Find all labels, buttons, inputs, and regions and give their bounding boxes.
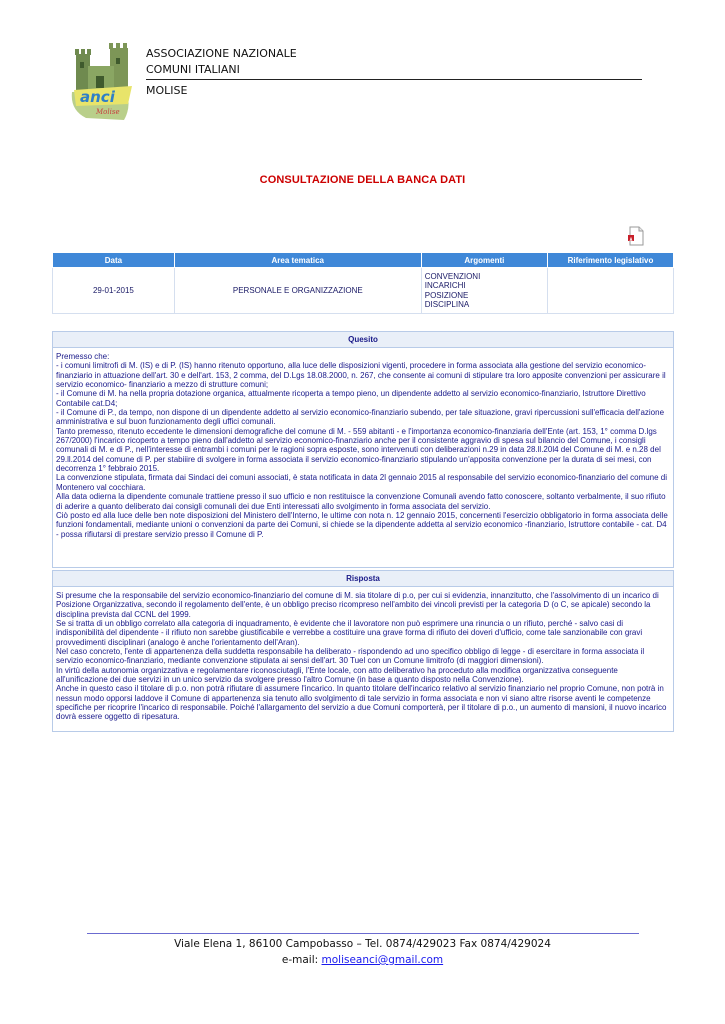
- table-row: [53, 268, 674, 314]
- footer-email-line: [0, 952, 725, 968]
- quesito-paragraph: - il Comune di M. ha nella propria dotazione organica, attualmente ricoperta a tempo pieno, un dipendente addetto al servizio economico-finanziario, Istruttore Direttivo Contabile cat.D4;: [56, 389, 646, 408]
- footer-email-link[interactable]: moliseanci@gmail.com: [321, 954, 444, 966]
- header-data: Data: [53, 253, 175, 268]
- risposta-paragraph: Anche in questo caso il titolare di p.o. non potrà rifiutare di assumere l'incarico. In quanto titolare dell'incarico relativo al servizio finanziario nel proprio Comune, non potrà in nessun modo opporsi laddove il Comune di appartenenza sia tenuto allo svolgimento di tale servizio in forma associata e non vi siano altre risorse aventi le competenze specifiche per ricoprire l'incarico di responsabile. Poiché l'allargamento del servizio a due Comuni comporterà, per il titolare di p.o., un aumento di mansioni, il nuovo incarico dovrà essere oggetto di ripesatura.: [56, 684, 667, 722]
- quesito-paragraph: - i comuni limitrofi di M. (IS) e di P. (IS) hanno ritenuto opportuno, alla luce delle disposizioni vigenti, procedere in forma associata alla gestione del servizio economico-finanziario in attuazione dell'art. 30 e dell'art. 153, 2 comma, del D.Lgs 18.08.2000, n. 267, che consente ai comuni di stipulare tra loro apposite convenzioni per assicurare il servizio economico- finanziario a mezzo di strutture comuni;: [56, 361, 666, 390]
- footer-address: Viale Elena 1, 86100 Campobasso – Tel. 0874/429023 Fax 0874/429024: [174, 938, 551, 950]
- risposta-paragraph: Se si tratta di un obbligo correlato alla categoria di inquadramento, è evidente che il lavoratore non può esprimere una rinuncia o un rifiuto, perché - salvo casi di indisponibilità del dipendente - il rifiuto non sarebbe giustificabile e verrebbe a costituire una grave forma di rifiuto dei doveri d'ufficio, come tale sanzionabile con gravi provvedimenti disciplinari (analogo è anche l'orientamento dell'Aran).: [56, 619, 643, 647]
- cell-area-tematica: PERSONALE E ORGANIZZAZIONE: [174, 268, 421, 314]
- risposta-body: [53, 587, 673, 725]
- quesito-paragraph: Ciò posto ed alla luce delle ben note disposizioni del Ministero dell'Interno, le ultime con nota n. 12 gennaio 2015, concernenti l'esercizio obbligatorio in forma associata delle funzioni fondamentali, mediante unioni o convenzioni da parte dei Comuni, si chiede se la dipendente addetta al servizio economico -finanziario, Istruttore contabile - cat. D4 - possa rifiutarsi di prestare servizio presso il Comune di P.: [56, 510, 668, 539]
- cell-argomenti: [421, 268, 547, 314]
- page-title: CONSULTAZIONE DELLA BANCA DATI: [259, 174, 466, 186]
- quesito-paragraph: Alla data odierna la dipendente comunale trattiene presso il suo ufficio e non restituisce la convenzione Comunali avendo fatto conoscere, soltanto verbalmente, il suo rifiuto di aderire a quanto deliberato dai consigli comunali dei due Enti interessati allo svolgimento in forma associata del servizio.: [56, 492, 666, 511]
- quesito-body: [53, 348, 673, 542]
- metadata-table: [52, 252, 674, 314]
- cell-riferimento-legislativo: [547, 268, 673, 314]
- risposta-paragraph: In virtù della autonomia organizzativa e regolamentare riconosciutagli, l'Ente locale, con atto deliberativo ha proceduto alla modifica organizzativa conseguente all'unificazione dei due servizi in un unico servizio da svolgere presso l'altro Comune (in base a quanto disposto nella Convenzione).: [56, 665, 618, 685]
- argomento-item: POSIZIONE: [424, 290, 469, 300]
- quesito-paragraph: - il Comune di P., da tempo, non dispone di un dipendente addetto al servizio economico-finanziario subendo, per tale situazione, gravi ripercussioni sull'efficacia dell'azione amministrativa e sul buon funzionamento degli uffici comunali.: [56, 408, 665, 427]
- svg-text:Molise: Molise: [96, 108, 120, 116]
- quesito-title: Quesito: [53, 332, 673, 348]
- cell-data: 29-01-2015: [53, 268, 175, 314]
- header-area-tematica: Area tematica: [174, 253, 421, 268]
- header-divider: [146, 79, 642, 80]
- org-name-line3: MOLISE: [146, 84, 188, 97]
- quesito-paragraph: Tanto premesso, ritenuto eccedente le dimensioni demografiche del comune di M. - 559 abitanti - e l'importanza economico-finanziaria dell'Ente (art. 153, 1° comma D.lgs 267/2000) l'incarico ricoperto a tempo pieno dall'addetto al servizio economico-finanziario anche per il consistente aggravio di spesa sul bilancio del Comune, i consigli comunali di M. e di P., nell'interesse di entrambi i comuni per le ragioni sopra esposte, sono intervenuti con deliberazioni n.29 in data 28.ll.20l4 del Comune di M. e n.28 del 29.ll.2014 del comune di P. per stabiiire di svolgere in forma associata il servizio economico-finanziario stipulando un'apposita convenzione per la durata di sei mesi, con decorrenza 1° febbraio 2015.: [56, 426, 661, 474]
- quesito-panel: [52, 331, 674, 568]
- quesito-paragraph: Premesso che:: [56, 352, 110, 361]
- risposta-panel: [52, 570, 674, 732]
- org-name-line2: COMUNI ITALIANI: [146, 63, 240, 76]
- footer: [0, 936, 725, 968]
- quesito-paragraph: La convenzione stipulata, firmata dai Sindaci dei comuni associati, è stata notificata in data 2l gennaio 2015 al responsabile del servizio economico-finanziario del comune di Montenero val cocchiara.: [56, 473, 668, 492]
- argomento-item: DISCIPLINA: [424, 300, 470, 309]
- org-name: [146, 46, 297, 97]
- risposta-paragraph: Si presume che la responsabile del servizio economico-finanziario del comune di M. sia titolare di p.o, per cui si evidenzia, innanzitutto, che l'assolvimento di un incarico di Posizione Organizzativa, secondo il regolamento dell'ente, è un obbligo preciso ricompreso nell'ambito dei vincoli previsti per la categoria D (o C, se apicale) secondo la disciplina prevista dal CCNL del 1999.: [56, 591, 659, 619]
- anci-logo: [66, 40, 144, 122]
- svg-text:anci: anci: [80, 88, 115, 106]
- castle-logo-icon: [66, 40, 144, 122]
- footer-email-label: e-mail:: [281, 954, 322, 966]
- risposta-title: Risposta: [53, 571, 673, 587]
- argomento-item: CONVENZIONI: [424, 271, 481, 281]
- risposta-paragraph: Nel caso concreto, l'ente di appartenenza della suddetta responsabile ha deliberato - rispondendo ad uno specifico obbligo di legge - di esercitare in forma associata il servizio economico-finanziario, mediante convenzione stipulata ai sensi dell'art. 30 Tuel con un Comune limitrofo (di maggiori dimensioni).: [56, 647, 645, 666]
- argomento-item: INCARICHI: [424, 281, 466, 290]
- header-riferimento-legislativo: Riferimento legislativo: [547, 253, 673, 268]
- header-argomenti: Argomenti: [421, 253, 547, 268]
- footer-divider: [87, 933, 639, 934]
- pdf-icon[interactable]: [627, 226, 645, 246]
- org-name-line1: ASSOCIAZIONE NAZIONALE: [146, 47, 297, 60]
